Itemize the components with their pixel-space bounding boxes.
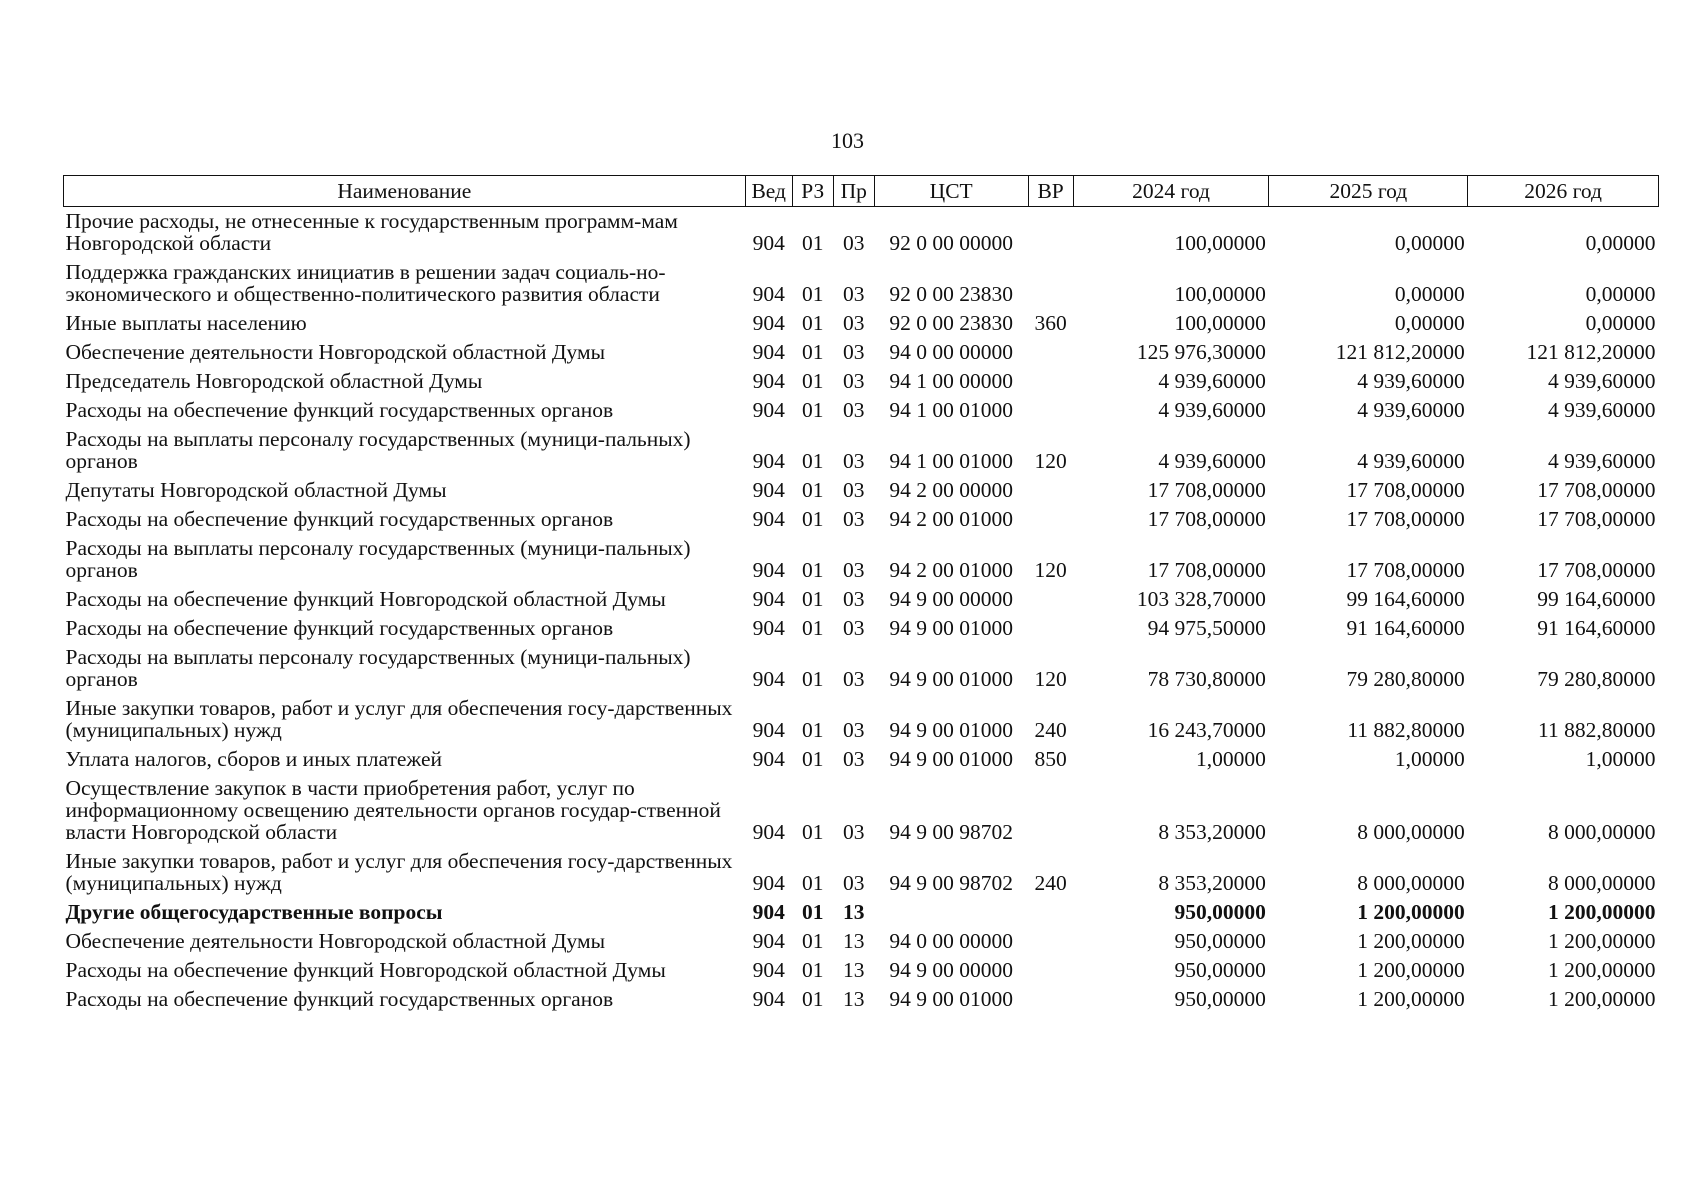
row-ved-cell: 904 <box>752 871 785 895</box>
table-row <box>64 534 1659 585</box>
row-2025-cell: 17 708,00000 <box>1346 558 1465 582</box>
row-cst-cell: 94 9 00 01000 <box>889 667 1013 691</box>
row-rz-cell: 01 <box>802 616 824 640</box>
table-row <box>64 694 1659 745</box>
table-row <box>64 898 1659 927</box>
row-ved-cell: 904 <box>752 987 785 1011</box>
row-name-cell: Поддержка гражданских инициатив в решении задач социаль-но-экономического и общественно-политического развития области <box>65 260 666 306</box>
row-rz-cell: 01 <box>802 558 824 582</box>
row-name-cell: Расходы на обеспечение функций государственных органов <box>65 507 614 531</box>
row-cst-cell: 94 2 00 00000 <box>889 478 1013 502</box>
row-2026-cell: 4 939,60000 <box>1548 449 1656 473</box>
row-rz-cell: 01 <box>802 507 824 531</box>
row-pr-cell: 03 <box>843 507 865 531</box>
row-2025-cell: 17 708,00000 <box>1346 478 1465 502</box>
row-ved-cell: 904 <box>752 340 785 364</box>
row-rz-cell: 01 <box>802 718 824 742</box>
row-2024-cell: 17 708,00000 <box>1147 558 1266 582</box>
row-ved-cell: 904 <box>752 929 785 953</box>
row-2025-cell: 17 708,00000 <box>1346 507 1465 531</box>
row-2025-cell: 8 000,00000 <box>1357 820 1465 844</box>
row-2024-cell: 4 939,60000 <box>1158 369 1266 393</box>
row-pr-cell: 13 <box>843 958 865 982</box>
row-2026-cell: 1 200,00000 <box>1548 900 1656 924</box>
row-vr-cell: 120 <box>1034 558 1067 582</box>
row-2024-cell: 17 708,00000 <box>1147 507 1266 531</box>
row-2025-cell: 4 939,60000 <box>1357 369 1465 393</box>
row-2026-cell: 8 000,00000 <box>1548 820 1656 844</box>
row-vr-cell <box>1028 985 1073 1014</box>
row-2025-cell: 11 882,80000 <box>1347 718 1465 742</box>
row-2025-cell: 0,00000 <box>1394 282 1465 306</box>
table-row <box>64 476 1659 505</box>
row-vr-cell <box>1028 774 1073 847</box>
row-pr-cell: 03 <box>843 871 865 895</box>
row-2024-cell: 950,00000 <box>1174 958 1266 982</box>
row-2026-cell: 121 812,20000 <box>1526 340 1656 364</box>
table-row <box>64 585 1659 614</box>
row-cst-cell: 94 2 00 01000 <box>889 507 1013 531</box>
row-2025-cell: 121 812,20000 <box>1335 340 1465 364</box>
table-row <box>64 396 1659 425</box>
col-header-2026: 2026 год <box>1468 176 1659 207</box>
row-cst-cell <box>874 898 1028 927</box>
row-vr-cell <box>1028 956 1073 985</box>
row-2026-cell: 91 164,60000 <box>1537 616 1656 640</box>
row-2026-cell: 79 280,80000 <box>1537 667 1656 691</box>
row-pr-cell: 03 <box>843 718 865 742</box>
table-row <box>64 258 1659 309</box>
row-2025-cell: 1 200,00000 <box>1357 958 1465 982</box>
row-pr-cell: 03 <box>843 667 865 691</box>
row-2025-cell: 0,00000 <box>1394 231 1465 255</box>
row-2026-cell: 0,00000 <box>1585 231 1656 255</box>
row-2024-cell: 1,00000 <box>1196 747 1266 771</box>
row-name-cell: Расходы на выплаты персоналу государственных (муници-пальных) органов <box>65 427 691 473</box>
row-name-cell: Иные закупки товаров, работ и услуг для обеспечения госу-дарственных (муниципальных) нужд <box>65 696 733 742</box>
row-rz-cell: 01 <box>802 900 824 924</box>
col-header-2025: 2025 год <box>1269 176 1468 207</box>
row-rz-cell: 01 <box>802 449 824 473</box>
row-2024-cell: 100,00000 <box>1174 231 1266 255</box>
col-header-ved: Вед <box>745 176 792 207</box>
row-name-cell: Расходы на обеспечение функций Новгородской областной Думы <box>65 958 666 982</box>
row-vr-cell <box>1028 396 1073 425</box>
table-row <box>64 425 1659 476</box>
row-vr-cell <box>1028 367 1073 396</box>
table-header-row <box>64 176 1659 207</box>
row-pr-cell: 03 <box>843 449 865 473</box>
row-rz-cell: 01 <box>802 987 824 1011</box>
row-2026-cell: 8 000,00000 <box>1548 871 1656 895</box>
row-2025-cell: 4 939,60000 <box>1357 449 1465 473</box>
row-cst-cell: 94 1 00 00000 <box>889 369 1013 393</box>
row-name-cell: Иные закупки товаров, работ и услуг для обеспечения госу-дарственных (муниципальных) нужд <box>65 849 733 895</box>
row-name-cell: Расходы на обеспечение функций государственных органов <box>65 616 614 640</box>
row-ved-cell: 904 <box>752 587 785 611</box>
table-row <box>64 643 1659 694</box>
table-row <box>64 927 1659 956</box>
row-2024-cell: 94 975,50000 <box>1147 616 1266 640</box>
row-2024-cell: 950,00000 <box>1174 929 1266 953</box>
row-2024-cell: 100,00000 <box>1174 282 1266 306</box>
row-2026-cell: 17 708,00000 <box>1537 558 1656 582</box>
row-cst-cell: 94 9 00 01000 <box>889 718 1013 742</box>
row-cst-cell: 94 2 00 01000 <box>889 558 1013 582</box>
row-vr-cell: 240 <box>1034 718 1067 742</box>
row-pr-cell: 03 <box>843 820 865 844</box>
row-cst-cell: 94 0 00 00000 <box>889 340 1013 364</box>
row-rz-cell: 01 <box>802 587 824 611</box>
table-row <box>64 309 1659 338</box>
row-vr-cell <box>1028 207 1073 259</box>
row-pr-cell: 03 <box>843 340 865 364</box>
row-cst-cell: 92 0 00 23830 <box>889 311 1013 335</box>
row-vr-cell: 120 <box>1034 449 1067 473</box>
row-ved-cell: 904 <box>752 478 785 502</box>
budget-table <box>63 175 1659 1014</box>
col-header-pr: Пр <box>833 176 874 207</box>
row-pr-cell: 03 <box>843 369 865 393</box>
col-header-vr: ВР <box>1028 176 1073 207</box>
row-name-cell: Председатель Новгородской областной Думы <box>65 369 483 393</box>
row-vr-cell <box>1028 505 1073 534</box>
row-ved-cell: 904 <box>752 398 785 422</box>
row-vr-cell: 360 <box>1034 311 1067 335</box>
table-row <box>64 745 1659 774</box>
row-2024-cell: 17 708,00000 <box>1147 478 1266 502</box>
row-2024-cell: 8 353,20000 <box>1158 820 1266 844</box>
row-2024-cell: 16 243,70000 <box>1147 718 1266 742</box>
row-2026-cell: 99 164,60000 <box>1537 587 1656 611</box>
row-vr-cell <box>1028 585 1073 614</box>
row-rz-cell: 01 <box>802 369 824 393</box>
row-ved-cell: 904 <box>752 311 785 335</box>
row-2025-cell: 1 200,00000 <box>1357 929 1465 953</box>
row-2025-cell: 99 164,60000 <box>1346 587 1465 611</box>
row-pr-cell: 03 <box>843 282 865 306</box>
row-name-cell: Прочие расходы, не отнесенные к государственным программ-мам Новгородской области <box>65 209 678 255</box>
row-name-cell: Депутаты Новгородской областной Думы <box>65 478 447 502</box>
row-vr-cell: 120 <box>1034 667 1067 691</box>
row-2026-cell: 0,00000 <box>1585 311 1656 335</box>
row-ved-cell: 904 <box>752 718 785 742</box>
row-rz-cell: 01 <box>802 311 824 335</box>
row-cst-cell: 92 0 00 00000 <box>889 231 1013 255</box>
row-2025-cell: 91 164,60000 <box>1346 616 1465 640</box>
table-row <box>64 614 1659 643</box>
row-rz-cell: 01 <box>802 282 824 306</box>
row-name-cell: Уплата налогов, сборов и иных платежей <box>65 747 443 771</box>
table-row <box>64 774 1659 847</box>
row-name-cell: Осуществление закупок в части приобретения работ, услуг по информационному освещению деятельности органов государ-ственной власти Новгородской области <box>65 776 721 844</box>
row-cst-cell: 94 9 00 00000 <box>889 587 1013 611</box>
row-ved-cell: 904 <box>752 667 785 691</box>
row-name-cell: Иные выплаты населению <box>65 311 307 335</box>
table-row <box>64 847 1659 898</box>
row-name-cell: Обеспечение деятельности Новгородской областной Думы <box>65 340 606 364</box>
row-pr-cell: 03 <box>843 478 865 502</box>
row-ved-cell: 904 <box>752 900 785 924</box>
row-2024-cell: 8 353,20000 <box>1158 871 1266 895</box>
row-2025-cell: 1 200,00000 <box>1357 987 1465 1011</box>
row-2024-cell: 4 939,60000 <box>1158 449 1266 473</box>
row-pr-cell: 03 <box>843 747 865 771</box>
row-2026-cell: 11 882,80000 <box>1538 718 1656 742</box>
table-row <box>64 207 1659 259</box>
page-number: 103 <box>831 128 864 153</box>
row-2026-cell: 4 939,60000 <box>1548 369 1656 393</box>
row-rz-cell: 01 <box>802 667 824 691</box>
row-2026-cell: 4 939,60000 <box>1548 398 1656 422</box>
row-2025-cell: 4 939,60000 <box>1357 398 1465 422</box>
row-cst-cell: 92 0 00 23830 <box>889 282 1013 306</box>
row-rz-cell: 01 <box>802 231 824 255</box>
row-rz-cell: 01 <box>802 929 824 953</box>
table-row <box>64 985 1659 1014</box>
row-pr-cell: 03 <box>843 231 865 255</box>
row-2026-cell: 1 200,00000 <box>1548 958 1656 982</box>
row-ved-cell: 904 <box>752 507 785 531</box>
row-vr-cell <box>1028 338 1073 367</box>
table-row <box>64 367 1659 396</box>
col-header-cst: ЦСТ <box>874 176 1028 207</box>
row-cst-cell: 94 9 00 98702 <box>889 820 1013 844</box>
row-2024-cell: 950,00000 <box>1174 900 1266 924</box>
row-name-cell: Расходы на обеспечение функций Новгородской областной Думы <box>65 587 666 611</box>
row-2026-cell: 17 708,00000 <box>1537 507 1656 531</box>
row-pr-cell: 13 <box>843 929 865 953</box>
table-row <box>64 338 1659 367</box>
row-2026-cell: 0,00000 <box>1585 282 1656 306</box>
row-pr-cell: 03 <box>843 311 865 335</box>
row-rz-cell: 01 <box>802 871 824 895</box>
row-2024-cell: 950,00000 <box>1174 987 1266 1011</box>
row-2025-cell: 1 200,00000 <box>1357 900 1465 924</box>
row-name-cell: Расходы на обеспечение функций государственных органов <box>65 987 614 1011</box>
row-vr-cell: 850 <box>1034 747 1067 771</box>
row-rz-cell: 01 <box>802 820 824 844</box>
row-2024-cell: 4 939,60000 <box>1158 398 1266 422</box>
row-2025-cell: 79 280,80000 <box>1346 667 1465 691</box>
row-2025-cell: 0,00000 <box>1394 311 1465 335</box>
row-ved-cell: 904 <box>752 616 785 640</box>
row-cst-cell: 94 9 00 01000 <box>889 616 1013 640</box>
row-name-cell: Расходы на выплаты персоналу государственных (муници-пальных) органов <box>65 645 691 691</box>
row-vr-cell <box>1028 927 1073 956</box>
row-name-cell: Обеспечение деятельности Новгородской областной Думы <box>65 929 606 953</box>
row-vr-cell <box>1028 258 1073 309</box>
row-pr-cell: 03 <box>843 616 865 640</box>
col-header-name: Наименование <box>64 176 746 207</box>
row-rz-cell: 01 <box>802 747 824 771</box>
row-ved-cell: 904 <box>752 231 785 255</box>
row-ved-cell: 904 <box>752 958 785 982</box>
row-ved-cell: 904 <box>752 369 785 393</box>
row-2026-cell: 1,00000 <box>1585 747 1656 771</box>
row-ved-cell: 904 <box>752 558 785 582</box>
row-pr-cell: 13 <box>843 900 865 924</box>
row-2025-cell: 1,00000 <box>1394 747 1465 771</box>
row-name-cell: Расходы на обеспечение функций государственных органов <box>65 398 614 422</box>
row-rz-cell: 01 <box>802 958 824 982</box>
row-2026-cell: 17 708,00000 <box>1537 478 1656 502</box>
row-rz-cell: 01 <box>802 478 824 502</box>
row-ved-cell: 904 <box>752 282 785 306</box>
row-cst-cell: 94 1 00 01000 <box>889 449 1013 473</box>
row-cst-cell: 94 9 00 01000 <box>889 987 1013 1011</box>
table-row <box>64 956 1659 985</box>
row-2024-cell: 125 976,30000 <box>1136 340 1266 364</box>
row-name-cell: Другие общегосударственные вопросы <box>65 900 443 924</box>
row-vr-cell <box>1028 614 1073 643</box>
row-vr-cell <box>1028 898 1073 927</box>
table-row <box>64 505 1659 534</box>
row-cst-cell: 94 9 00 00000 <box>889 958 1013 982</box>
row-pr-cell: 13 <box>843 987 865 1011</box>
row-rz-cell: 01 <box>802 398 824 422</box>
row-pr-cell: 03 <box>843 558 865 582</box>
row-cst-cell: 94 9 00 98702 <box>889 871 1013 895</box>
row-2024-cell: 78 730,80000 <box>1147 667 1266 691</box>
row-ved-cell: 904 <box>752 747 785 771</box>
row-cst-cell: 94 9 00 01000 <box>889 747 1013 771</box>
row-ved-cell: 904 <box>752 449 785 473</box>
col-header-rz: РЗ <box>792 176 833 207</box>
col-header-2024: 2024 год <box>1073 176 1269 207</box>
row-2026-cell: 1 200,00000 <box>1548 929 1656 953</box>
row-pr-cell: 03 <box>843 587 865 611</box>
row-2024-cell: 103 328,70000 <box>1136 587 1266 611</box>
row-2025-cell: 8 000,00000 <box>1357 871 1465 895</box>
row-name-cell: Расходы на выплаты персоналу государственных (муници-пальных) органов <box>65 536 691 582</box>
row-2026-cell: 1 200,00000 <box>1548 987 1656 1011</box>
row-cst-cell: 94 0 00 00000 <box>889 929 1013 953</box>
row-vr-cell <box>1028 476 1073 505</box>
row-ved-cell: 904 <box>752 820 785 844</box>
row-cst-cell: 94 1 00 01000 <box>889 398 1013 422</box>
row-pr-cell: 03 <box>843 398 865 422</box>
row-vr-cell: 240 <box>1034 871 1067 895</box>
row-2024-cell: 100,00000 <box>1174 311 1266 335</box>
row-rz-cell: 01 <box>802 340 824 364</box>
